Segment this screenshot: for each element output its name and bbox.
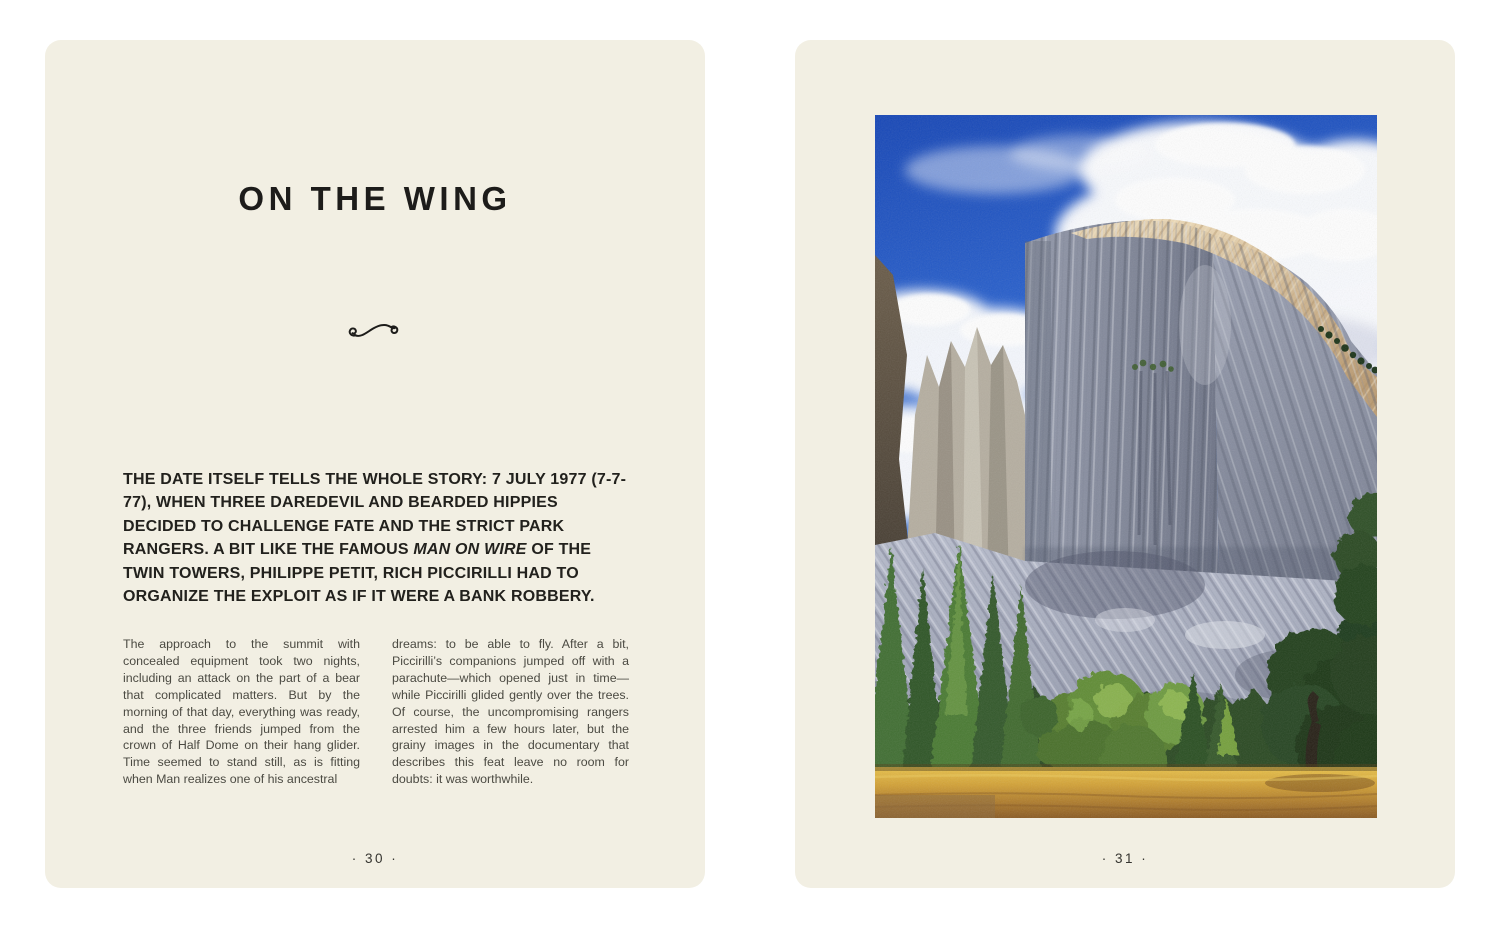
intro-text-1: THE DATE ITSELF TELLS THE WHOLE STORY: 7 JULY 1977 (7-7-77), WHEN THREE DAREDEVIL AND BEARDED HIPPIES DECIDED TO CHALLENGE FATE AND THE STRICT PARK RANGERS. A BIT LIKE THE FAMOUS <box>123 471 627 559</box>
intro-text-2: OF THE TWIN TOWERS, PHILIPPE PETIT, RICH PICCIRILLI HAD TO ORGANIZE THE EXPLOIT AS IF IT WERE A BANK ROBBERY. <box>123 541 595 606</box>
grain-overlay <box>875 115 1377 818</box>
section-ornament-icon <box>45 316 705 347</box>
half-dome-photo <box>875 115 1377 818</box>
left-page <box>45 40 705 888</box>
chapter-title: ON THE WING <box>238 180 512 217</box>
intro-paragraph <box>123 468 629 608</box>
right-page <box>795 40 1455 888</box>
body-column-right: dreams: to be able to fly. After a bit, Piccirilli’s companions jumped off with a parachute—which opened just in time—while Piccirilli glided gently over the trees. Of course, the uncompromising rangers arrested him a few hours later, but the grainy images in the documentary that describes this feat leave no room for doubts: it was worthwhile. <box>392 637 629 787</box>
page-number-right: · 31 · <box>1101 851 1149 866</box>
body-columns <box>123 636 629 788</box>
body-column-left: The approach to the summit with concealed equipment took two nights, including an attack on the part of a bear that complicated matters. But by the morning of that day, everything was ready, and the three friends jumped from the crown of Half Dome on their hang glider. Time seemed to stand still, as is fitting when Man realizes one of his ancestral <box>123 637 360 787</box>
intro-italic-title: MAN ON WIRE <box>413 541 527 559</box>
page-number-left: · 30 · <box>351 851 399 866</box>
